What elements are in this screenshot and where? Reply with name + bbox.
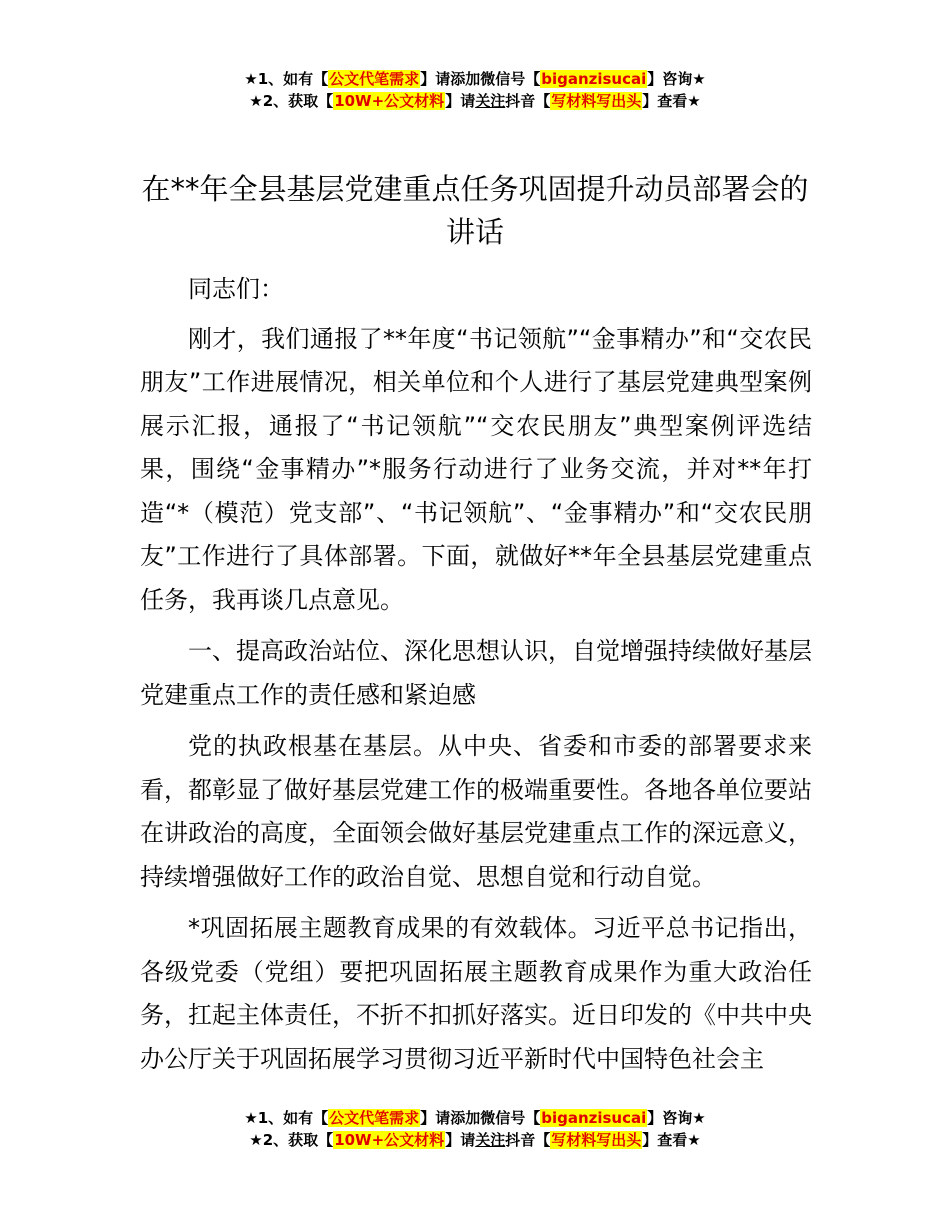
promo-text: ★2、获取【 [249, 92, 334, 110]
promo-banner-bottom [0, 1107, 950, 1151]
promo-text: 】咨询★ [647, 1109, 706, 1127]
promo-highlight: 10W+公文材料 [334, 1131, 445, 1149]
document-title: 在**年全县基层党建重点任务巩固提升动员部署会的讲话 [141, 172, 809, 249]
promo-text: 】请 [445, 1131, 476, 1149]
greeting: 同志们： [188, 275, 284, 303]
promo-highlight: 公文代笔需求 [329, 70, 420, 88]
promo-text: 】咨询★ [647, 70, 706, 88]
promo-text: 】查看★ [642, 1131, 701, 1149]
promo-highlight-douyin: 写材料写出头 [551, 92, 642, 110]
promo-highlight: 10W+公文材料 [334, 92, 445, 110]
promo-text: 】请添加微信号【 [420, 70, 541, 88]
paragraph: 党的执政根基在基层。从中央、省委和市委的部署要求来看，都彰显了做好基层党建工作的极端重要性。各地各单位要站在讲政治的高度，全面领会做好基层党建重点工作的深远意义，持续增强做好工作的政治自觉、思想自觉和行动自觉。 [140, 732, 812, 891]
promo-highlight: 公文代笔需求 [329, 1109, 420, 1127]
promo-text: ★2、获取【 [249, 1131, 334, 1149]
promo-text: 抖音【 [505, 1131, 551, 1149]
promo-underlined: 关注 [475, 92, 506, 110]
promo-banner-top [0, 68, 950, 112]
promo-text: 】请 [445, 92, 476, 110]
promo-text: 】请添加微信号【 [420, 1109, 541, 1127]
promo-text: 抖音【 [505, 92, 551, 110]
promo-underlined: 关注 [475, 1131, 506, 1149]
promo-highlight-wechat: biganzisucai [541, 1109, 647, 1127]
document-body [140, 268, 812, 1089]
promo-highlight-wechat: biganzisucai [541, 70, 647, 88]
promo-line-2 [0, 90, 950, 112]
promo-text: ★1、如有【 [244, 70, 329, 88]
promo-text: ★1、如有【 [244, 1109, 329, 1127]
paragraph: *巩固拓展主题教育成果的有效载体。习近平总书记指出，各级党委（党组）要把巩固拓展主题教育成果作为重大政治任务，扛起主体责任，不折不扣抓好落实。近日印发的《中共中央办公厅关于巩固拓展学习贯彻习近平新时代中国特色社会主 [140, 914, 812, 1073]
promo-highlight-douyin: 写材料写出头 [551, 1131, 642, 1149]
promo-line-1 [0, 68, 950, 90]
promo-line-2 [0, 1129, 950, 1151]
promo-line-1 [0, 1107, 950, 1129]
section-heading: 一、提高政治站位、深化思想认识，自觉增强持续做好基层党建重点工作的责任感和紧迫感 [140, 637, 812, 709]
paragraph: 刚才，我们通报了**年度“书记领航”“金事精办”和“交农民朋友”工作进展情况，相关单位和个人进行了基层党建典型案例展示汇报，通报了“书记领航”“交农民朋友”典型案例评选结果，围绕“金事精办”*服务行动进行了业务交流，并对**年打造“*（模范）党支部”、“书记领航”、“金事精办”和“交农民朋友”工作进行了具体部署。下面，就做好**年全县基层党建重点任务，我再谈几点意见。 [140, 324, 812, 614]
promo-text: 】查看★ [642, 92, 701, 110]
